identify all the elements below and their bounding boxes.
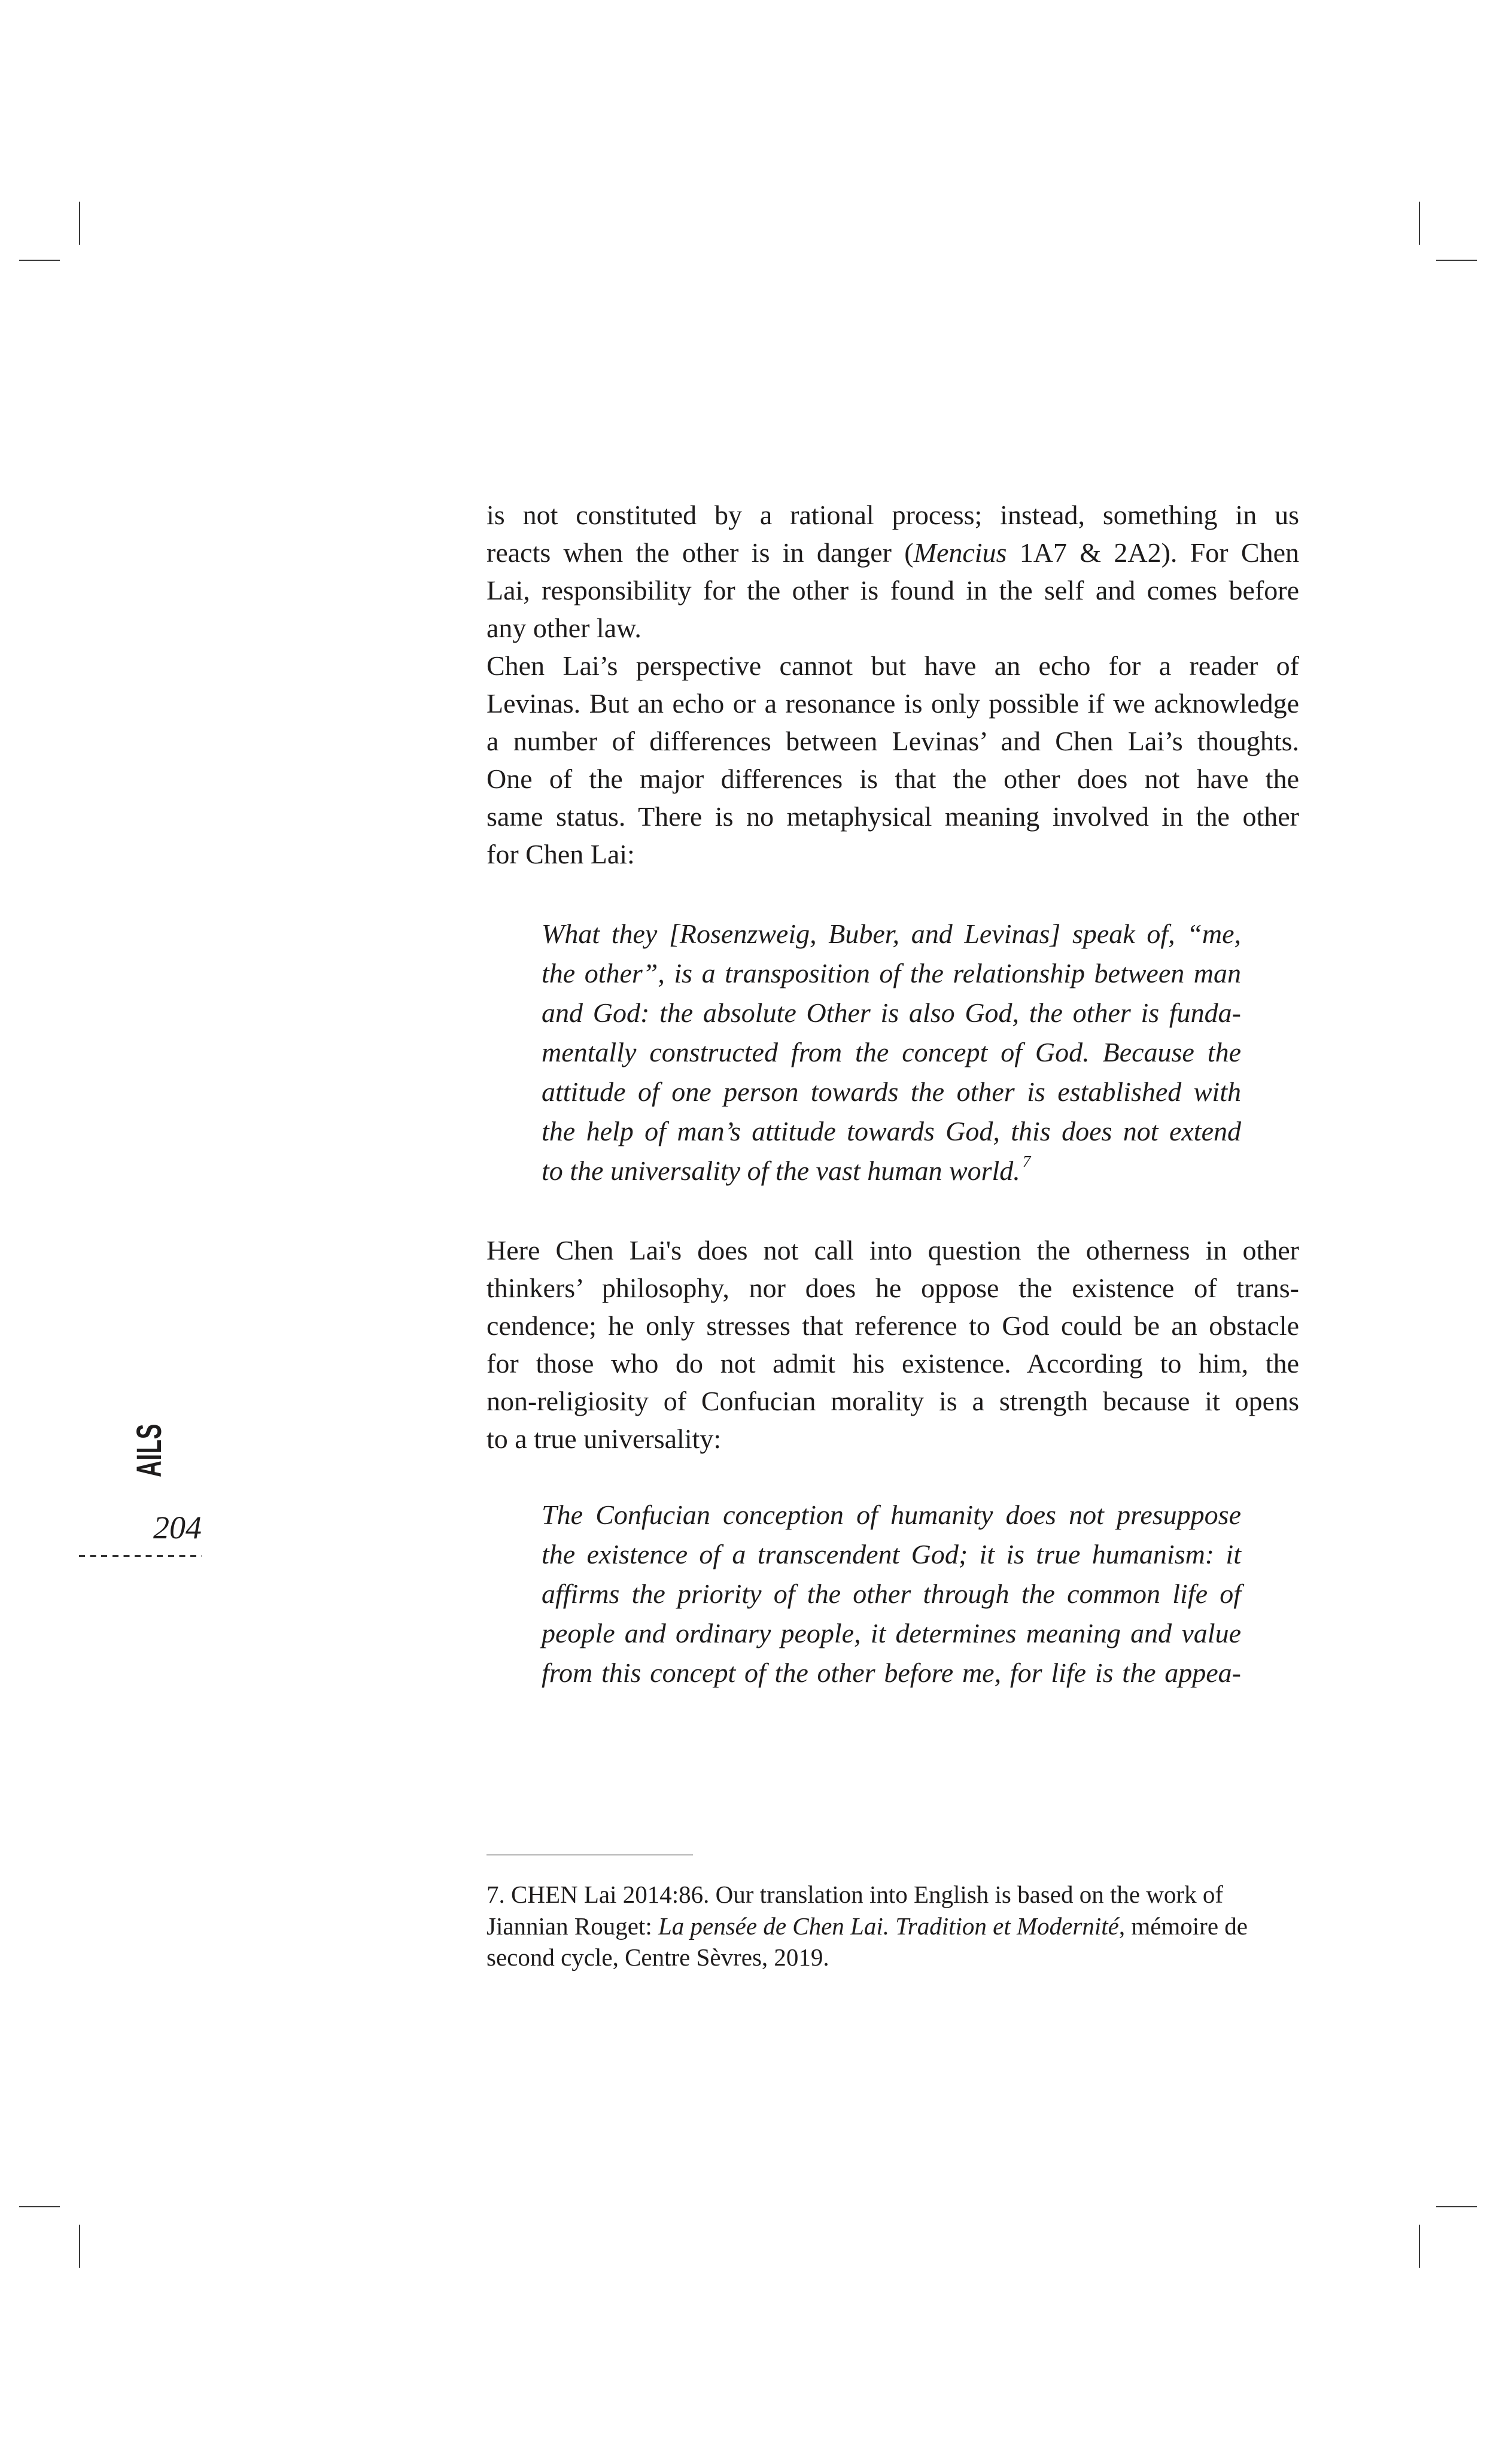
quote-line: and God: the absolute Other is also God, the other is funda- bbox=[542, 997, 1241, 1028]
crop-mark-bottom-left-horizontal bbox=[19, 2206, 60, 2207]
footnote-line bbox=[486, 1911, 1282, 1942]
body-line: for Chen Lai: bbox=[486, 839, 635, 869]
body-line: non-religiosity of Confucian morality is a strength because it opens bbox=[486, 1386, 1299, 1416]
footnote-reference[interactable]: 7 bbox=[1022, 1152, 1031, 1170]
quote-line: attitude of one person towards the other is established with bbox=[542, 1076, 1241, 1107]
quote-line: the help of man’s attitude towards God, this does not extend bbox=[542, 1116, 1241, 1146]
block-quote-1 bbox=[542, 914, 1241, 1191]
quote-line: the other”, is a transposition of the relationship between man bbox=[542, 958, 1241, 988]
running-head: AILS bbox=[130, 1423, 169, 1477]
quote-line: from this concept of the other before me, for life is the appea- bbox=[542, 1657, 1241, 1688]
line-text: reacts when the other is in danger ( bbox=[486, 537, 914, 568]
body-line bbox=[486, 534, 1299, 571]
crop-mark-top-left-vertical bbox=[79, 202, 80, 245]
crop-mark-top-left-horizontal bbox=[19, 260, 60, 261]
quote-line bbox=[542, 1151, 1241, 1191]
body-line: a number of differences between Levinas’ and Chen Lai’s thoughts. bbox=[486, 726, 1299, 756]
body-line: One of the major differences is that the other does not have the bbox=[486, 763, 1299, 794]
footnote-line: second cycle, Centre Sèvres, 2019. bbox=[486, 1943, 829, 1972]
quote-line: the existence of a transcendent God; it is true humanism: it bbox=[542, 1539, 1241, 1569]
footnote-line: 7. CHEN Lai 2014:86. Our translation into English is based on the work of bbox=[486, 1881, 1223, 1908]
crop-mark-top-right-horizontal bbox=[1436, 260, 1477, 261]
line-text: Jiannian Rouget: bbox=[486, 1912, 658, 1940]
body-line: for those who do not admit his existence. According to him, the bbox=[486, 1348, 1299, 1379]
body-line: Here Chen Lai's does not call into question the otherness in other bbox=[486, 1235, 1299, 1266]
crop-mark-bottom-left-vertical bbox=[79, 2225, 80, 2268]
quote-line: affirms the priority of the other through the common life of bbox=[542, 1578, 1241, 1609]
line-text: to the universality of the vast human world. bbox=[542, 1155, 1020, 1186]
crop-mark-top-right-vertical bbox=[1419, 202, 1420, 245]
page-number-dashed-rule bbox=[79, 1555, 202, 1557]
italic-title: La pensée de Chen Lai. Tradition et Modernité bbox=[658, 1912, 1119, 1940]
line-text: , mémoire de bbox=[1118, 1912, 1248, 1940]
line-text: 1A7 & 2A2). For Chen bbox=[1007, 537, 1299, 568]
footnote-separator bbox=[486, 1854, 693, 1855]
body-line: Lai, responsibility for the other is found in the self and comes before bbox=[486, 575, 1299, 606]
quote-line: The Confucian conception of humanity does not presuppose bbox=[542, 1499, 1241, 1530]
quote-line: mentally constructed from the concept of God. Because the bbox=[542, 1037, 1241, 1067]
crop-mark-bottom-right-horizontal bbox=[1436, 2206, 1477, 2207]
body-text-block-1 bbox=[486, 496, 1299, 873]
crop-mark-bottom-right-vertical bbox=[1419, 2225, 1420, 2268]
body-line: is not constituted by a rational process; instead, something in us bbox=[486, 500, 1299, 530]
quote-line: What they [Rosenzweig, Buber, and Levinas] speak of, “me, bbox=[542, 918, 1241, 949]
body-line: Levinas. But an echo or a resonance is only possible if we acknowledge bbox=[486, 688, 1299, 719]
body-line: cendence; he only stresses that reference to God could be an obstacle bbox=[486, 1310, 1299, 1341]
body-line: same status. There is no metaphysical meaning involved in the other bbox=[486, 801, 1299, 832]
page-number: 204 bbox=[153, 1510, 202, 1546]
body-line: thinkers’ philosophy, nor does he oppose the existence of trans- bbox=[486, 1273, 1299, 1303]
body-line: any other law. bbox=[486, 613, 641, 643]
footnote bbox=[486, 1879, 1282, 1973]
body-line: to a true universality: bbox=[486, 1423, 722, 1454]
body-text-block-2 bbox=[486, 1231, 1299, 1458]
quote-line: people and ordinary people, it determines meaning and value bbox=[542, 1618, 1241, 1648]
body-line: Chen Lai’s perspective cannot but have an echo for a reader of bbox=[486, 650, 1299, 681]
italic-title: Mencius bbox=[913, 537, 1007, 568]
block-quote-2 bbox=[542, 1495, 1241, 1693]
